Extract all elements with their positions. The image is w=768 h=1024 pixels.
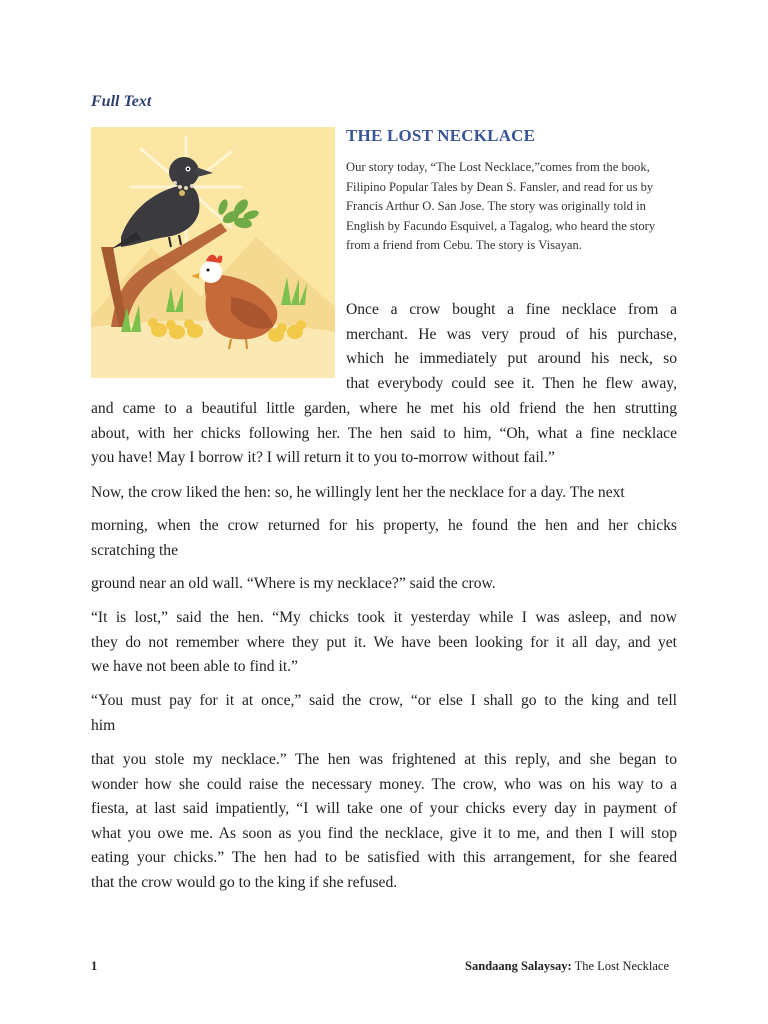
- intro-text: Our story today, “The Lost Necklace,”comes from the book, Filipino Popular Tales by Dean S. Fansler, and read for us by Francis Arthur O. San Jose. The story was originally told in English by Facundo Esquivel, a Tagalog, who heard the story from a friend from Cebu. The story is Visayan.: [346, 160, 656, 252]
- paragraph-1-tail: [91, 397, 677, 471]
- paragraph-1-head: [346, 298, 677, 396]
- text-line: fiesta, at last said impatiently, “I will take one of your chicks every day in payment of: [91, 800, 677, 818]
- text-line: what you owe me. As soon as you find the necklace, give it to me, and then I will stop: [91, 824, 677, 842]
- paragraph-2a: [91, 481, 677, 506]
- story-name: The Lost Necklace: [574, 959, 669, 973]
- crow-and-hen-illustration: [91, 127, 335, 378]
- story-title: THE LOST NECKLACE: [346, 126, 536, 145]
- text-line: they do not remember where they put it. We have been looking for it all day, and yet: [91, 633, 677, 651]
- text-line: which he immediately put around his neck, so: [346, 350, 677, 368]
- text-line: and came to a beautiful little garden, where he met his old friend the hen strutting: [91, 400, 677, 417]
- paragraph-4a: [91, 689, 677, 738]
- text-line: “You must pay for it at once,” said the crow, “or else I shall go to the king and tell: [91, 692, 677, 709]
- text-line: Now, the crow liked the hen: so, he willingly lent her the necklace for a day. The next: [91, 484, 625, 501]
- page-number: 1: [91, 959, 98, 973]
- section-label: Full Text: [91, 93, 152, 110]
- paragraph-2c: [91, 572, 677, 597]
- text-line: morning, when the crow returned for his property, he found the hen and her chicks: [91, 517, 677, 534]
- series-name: Sandaang Salaysay:: [465, 959, 572, 973]
- text-line: that you stole my necklace.” The hen was frightened at this reply, and she began to: [91, 751, 677, 768]
- text-line: we have not been able to find it.”: [91, 658, 298, 676]
- text-line: you have! May I borrow it? I will return it to you to-morrow without fail.”: [91, 449, 555, 467]
- text-line: scratching the: [91, 541, 179, 559]
- text-line: that the crow would go to the king if she refused.: [91, 873, 398, 891]
- paragraph-4b: [91, 748, 677, 896]
- paragraph-3: [91, 606, 677, 680]
- text-line: about, with her chicks following her. The hen said to him, “Oh, what a fine necklace: [91, 424, 677, 442]
- paragraph-2b: [91, 514, 677, 563]
- text-line: wonder how she could raise the necessary money. The crow, who was on his way to a: [91, 775, 677, 793]
- text-line: eating your chicks.” The hen had to be satisfied with this arrangement, for she feared: [91, 849, 677, 867]
- text-line: merchant. He was very proud of his purchase,: [346, 325, 677, 343]
- text-line: that everybody could see it. Then he flew away,: [346, 374, 677, 392]
- footer-title: [465, 959, 669, 974]
- text-line: ground near an old wall. “Where is my necklace?” said the crow.: [91, 575, 496, 592]
- text-line: Once a crow bought a fine necklace from a: [346, 301, 677, 318]
- text-line: him: [91, 716, 116, 734]
- text-line: “It is lost,” said the hen. “My chicks took it yesterday while I was asleep, and now: [91, 609, 677, 626]
